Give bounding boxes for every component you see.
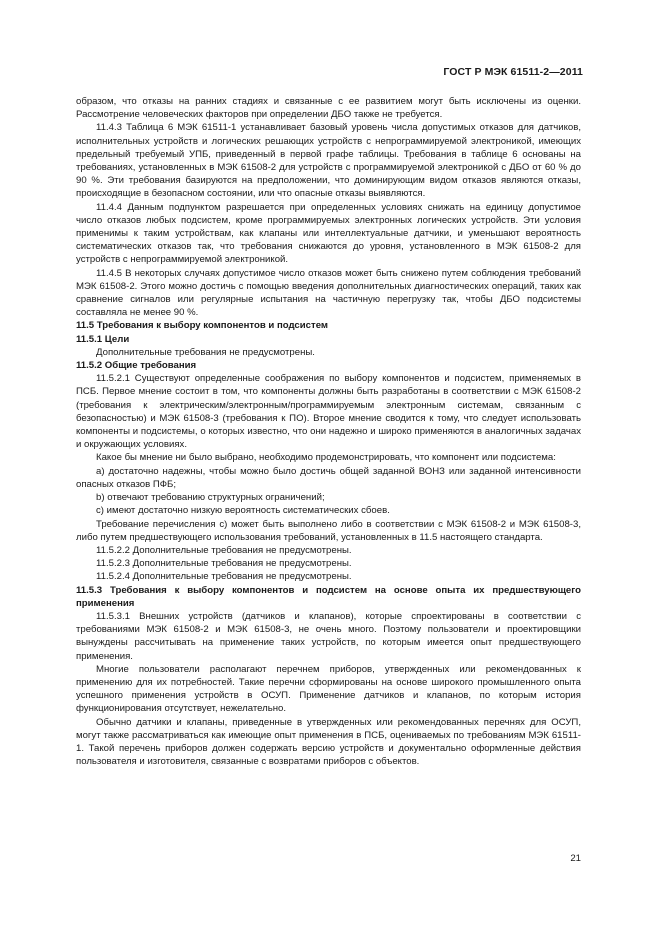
paragraph-11-5-2-4: 11.5.2.4 Дополнительные требования не предусмотрены. xyxy=(96,571,352,583)
section-heading-11-5: 11.5 Требования к выбору компонентов и подсистем xyxy=(76,320,329,332)
paragraph-no-extra-reqs: Дополнительные требования не предусмотрены. xyxy=(96,346,315,358)
paragraph-demonstrate: Какое бы мнение ни было выбрано, необходимо продемонстрировать, что компонент или подсистема: xyxy=(96,452,556,464)
page-number: 21 xyxy=(570,853,581,864)
paragraph-11-4-4: 11.4.4 Данным подпунктом разрешается при определенных условиях снижать на единицу допустимое число отказов любых подсистем, кроме программируемых электронных логических устройств. Эти условия применимы к таким устройствам, как клапаны или интеллектуальные датчики, и уменьшают вероятность систематических отказов так, что требования снижаются до уровня, установленного в МЭК 61508-2 для устройств с непрограммируемой электроникой. xyxy=(76,201,581,266)
list-item-a: а) достаточно надежны, чтобы можно было достичь общей заданной ВОНЗ или заданной интенсивности опасных отказов ПФБ; xyxy=(76,465,581,490)
paragraph-11-4-3: 11.4.3 Таблица 6 МЭК 61511-1 устанавливает базовый уровень числа допустимых отказов для датчиков, исполнительных устройств и логических решающих устройств с непрограммируемой электроникой, имеющих предельный требуемый УПБ, приведенный в первой графе таблицы. Требования в таблице 6 основаны на требованиях, установленных в МЭК 61508-2 для устройств с программируемой электроникой с ДБО от 60 % до 90 %. Эти требования базируются на предположении, что доминирующим видом отказов являются отказы, происходящие в безопасном состоянии, или что опасные отказы выявляются. xyxy=(76,122,581,200)
paragraph-11-5-3-1: 11.5.3.1 Внешних устройств (датчиков и клапанов), которые спроектированы в соответствии с требованиями МЭК 61508-2 и МЭК 61508-3, не очень много. Поэтому пользователи и проектировщики вынуждены рассчитывать на применение таких устройств, по которым имеется опыт предшествующего применения. xyxy=(76,610,581,662)
document-header: ГОСТ Р МЭК 61511-2—2011 xyxy=(443,66,583,78)
paragraph-requirement-c: Требование перечисления с) может быть выполнено либо в соответствии с МЭК 61508-2 и МЭК 61508-3, либо путем предшествующего использования требований, установленных в 11.5 настоящего стандарта. xyxy=(76,518,581,543)
page-body xyxy=(76,95,581,768)
paragraph-approved-lists: Обычно датчики и клапаны, приведенные в утвержденных или рекомендованных перечнях для ОСУП, могут также рассматриваться как имеющие опыт применения в ПСБ, оцениваемых по требованиям МЭК 61511-1. Такой перечень приборов должен содержать версию устройств и документально оформленные действия пользователя и изготовителя, связанные с возвратами приборов с объектов. xyxy=(76,716,581,768)
paragraph-11-5-2-1: 11.5.2.1 Существуют определенные соображения по выбору компонентов и подсистем, применяемых в ПСБ. Первое мнение состоит в том, что компоненты должны быть разработаны в соответствии с МЭК 61508-2 (требования к электрическим/электронным/программируемым электронным системам, связанным с безопасностью) и МЭК 61508-3 (требования к ПО). Второе мнение сводится к тому, что следует использовать компоненты и подсистемы, о которых известно, что они надежно и широко применяются в аналогичных задачах и окружающих условиях. xyxy=(76,373,581,451)
paragraph-11-5-2-3: 11.5.2.3 Дополнительные требования не предусмотрены. xyxy=(96,558,352,570)
paragraph-users-lists: Многие пользователи располагают перечнем приборов, утвержденных или рекомендованных к применению для их потребностей. Такие перечни сформированы на основе широкого промышленного опыта успешного применения устройств в ОСУП. Применение датчиков и клапанов, по которым история функционирования отсутствует, нежелательно. xyxy=(76,663,581,715)
paragraph-continuation: образом, что отказы на ранних стадиях и связанные с ее развитием могут быть исключены из оценки. Рассмотрение человеческих факторов при определении ДБО также не требуется. xyxy=(76,96,581,121)
section-heading-11-5-2: 11.5.2 Общие требования xyxy=(76,360,197,372)
list-item-b: b) отвечают требованию структурных ограничений; xyxy=(96,492,325,504)
section-heading-11-5-1: 11.5.1 Цели xyxy=(76,333,130,345)
paragraph-11-4-5: 11.4.5 В некоторых случаях допустимое число отказов может быть снижено путем соблюдения требований МЭК 61508-2. Этого можно достичь с помощью введения дополнительных диагностических операций, таких как сравнение сигналов или регулярные испытания на частичную перегрузку так, чтобы ДБО подсистемы составляла не менее 90 %. xyxy=(76,267,581,319)
section-heading-11-5-3: 11.5.3 Требования к выбору компонентов и подсистем на основе опыта их предшествующего применения xyxy=(76,584,581,609)
list-item-c: с) имеют достаточно низкую вероятность систематических сбоев. xyxy=(96,505,390,517)
paragraph-11-5-2-2: 11.5.2.2 Дополнительные требования не предусмотрены. xyxy=(96,544,352,556)
